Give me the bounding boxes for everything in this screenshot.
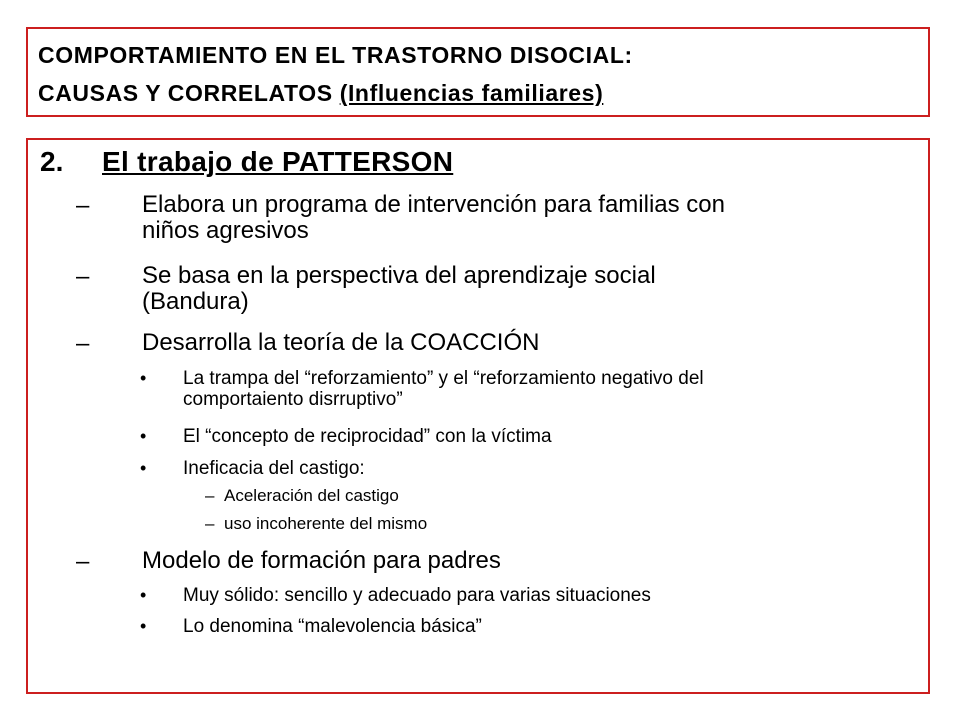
- heading-number: 2.: [40, 146, 64, 177]
- sub-item-line: comportaiento disrruptivo”: [183, 389, 403, 410]
- bullet-marker: •: [140, 585, 147, 605]
- dash-marker-small: –: [205, 514, 215, 533]
- sub-sub-item-aceleracion: Aceleración del castigo: [224, 486, 399, 505]
- slide-title-line-1: COMPORTAMIENTO EN EL TRASTORNO DISOCIAL:: [38, 42, 633, 68]
- list-item-line: Elabora un programa de intervención para familias con: [142, 191, 725, 218]
- list-item-line: niños agresivos: [142, 217, 309, 244]
- dash-marker: –: [76, 263, 90, 290]
- sub-item-trampa: [183, 368, 704, 410]
- list-item-programa: [142, 192, 725, 244]
- bullet-marker: •: [140, 368, 147, 388]
- list-item-line: (Bandura): [142, 288, 249, 315]
- slide-content-box: [26, 138, 930, 694]
- sub-item-castigo: Ineficacia del castigo:: [183, 458, 365, 479]
- sub-sub-item-incoherente: uso incoherente del mismo: [224, 514, 428, 533]
- bullet-marker: •: [140, 616, 147, 636]
- bullet-marker: •: [140, 426, 147, 446]
- slide-title-main: CAUSAS Y CORRELATOS: [38, 80, 340, 106]
- list-item-perspectiva: [142, 263, 656, 315]
- heading-text: El trabajo de PATTERSON: [102, 146, 454, 177]
- dash-marker: –: [76, 548, 90, 575]
- sub-item-malevolencia: Lo denomina “malevolencia básica”: [183, 616, 482, 637]
- list-item-modelo: Modelo de formación para padres: [142, 547, 501, 574]
- slide-title-box: [26, 27, 930, 117]
- sub-item-reciprocidad: El “concepto de reciprocidad” con la víctima: [183, 426, 552, 447]
- dash-marker-small: –: [205, 486, 215, 505]
- slide-title-line-2: [38, 80, 603, 107]
- dash-marker: –: [76, 330, 90, 357]
- slide-title-subtitle: (Influencias familiares): [339, 80, 604, 106]
- sub-item-line: La trampa del “reforzamiento” y el “reforzamiento negativo del: [183, 368, 704, 389]
- list-item-coaccion: Desarrolla la teoría de la COACCIÓN: [142, 329, 540, 356]
- sub-item-solido: Muy sólido: sencillo y adecuado para varias situaciones: [183, 585, 651, 606]
- bullet-marker: •: [140, 458, 147, 478]
- dash-marker: –: [76, 192, 90, 219]
- list-item-line: Se basa en la perspectiva del aprendizaje social: [142, 262, 656, 289]
